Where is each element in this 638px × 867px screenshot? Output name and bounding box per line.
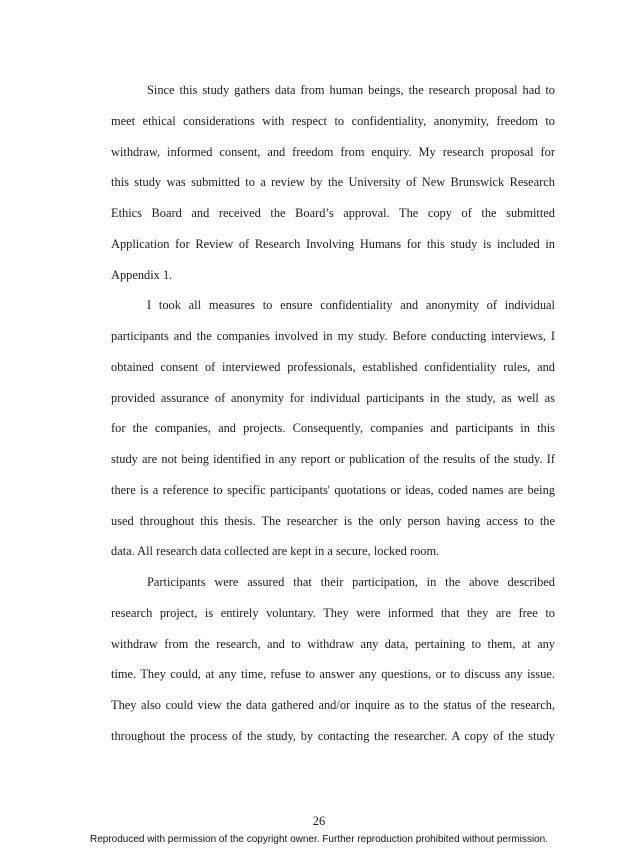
text-line: Application for Review of Research Involving Humans for this study is included in <box>111 236 555 251</box>
text-line: withdraw from the research, and to withdraw any data, pertaining to them, at any <box>111 636 555 651</box>
text-line: provided assurance of anonymity for individual participants in the study, as well as <box>111 390 555 405</box>
text-line: this study was submitted to a review by the University of New Brunswick Research <box>111 175 555 190</box>
text-line: obtained consent of interviewed professionals, established confidentiality rules, and <box>111 359 555 374</box>
text-line: withdraw, informed consent, and freedom from enquiry. My research proposal for <box>111 144 555 159</box>
paragraph <box>111 75 555 290</box>
text-line: time. They could, at any time, refuse to answer any questions, or to discuss any issue. <box>111 667 555 682</box>
body-text <box>111 75 555 752</box>
text-line: Ethics Board and received the Board’s approval. The copy of the submitted <box>111 206 555 220</box>
text-line: They also could view the data gathered and/or inquire as to the status of the research, <box>111 698 555 712</box>
text-line: research project, is entirely voluntary. They were informed that they are free to <box>111 605 555 620</box>
text-line: Appendix 1. <box>111 267 173 282</box>
text-line: data. All research data collected are kept in a secure, locked room. <box>111 544 440 559</box>
page-number: 26 <box>312 814 326 828</box>
paragraph <box>111 290 555 567</box>
text-line: participants and the companies involved in my study. Before conducting interviews, I <box>111 329 555 343</box>
text-line: Participants were assured that their participation, in the above described <box>147 575 555 589</box>
text-line: Since this study gathers data from human beings, the research proposal had to <box>147 83 555 97</box>
copyright-footer: Reproduced with permission of the copyright owner. Further reproduction prohibited without permission. <box>89 834 548 845</box>
paragraph <box>111 567 555 752</box>
text-line: there is a reference to specific participants' quotations or ideas, coded names are being <box>111 482 555 497</box>
text-line: throughout the process of the study, by contacting the researcher. A copy of the study <box>111 728 555 743</box>
text-line: used throughout this thesis. The researcher is the only person having access to the <box>111 513 555 528</box>
text-line: meet ethical considerations with respect to confidentiality, anonymity, freedom to <box>111 113 555 128</box>
text-line: I took all measures to ensure confidentiality and anonymity of individual <box>147 298 555 313</box>
text-line: for the companies, and projects. Consequently, companies and participants in this <box>111 421 555 436</box>
text-line: study are not being identified in any report or publication of the results of the study. If <box>111 452 555 466</box>
